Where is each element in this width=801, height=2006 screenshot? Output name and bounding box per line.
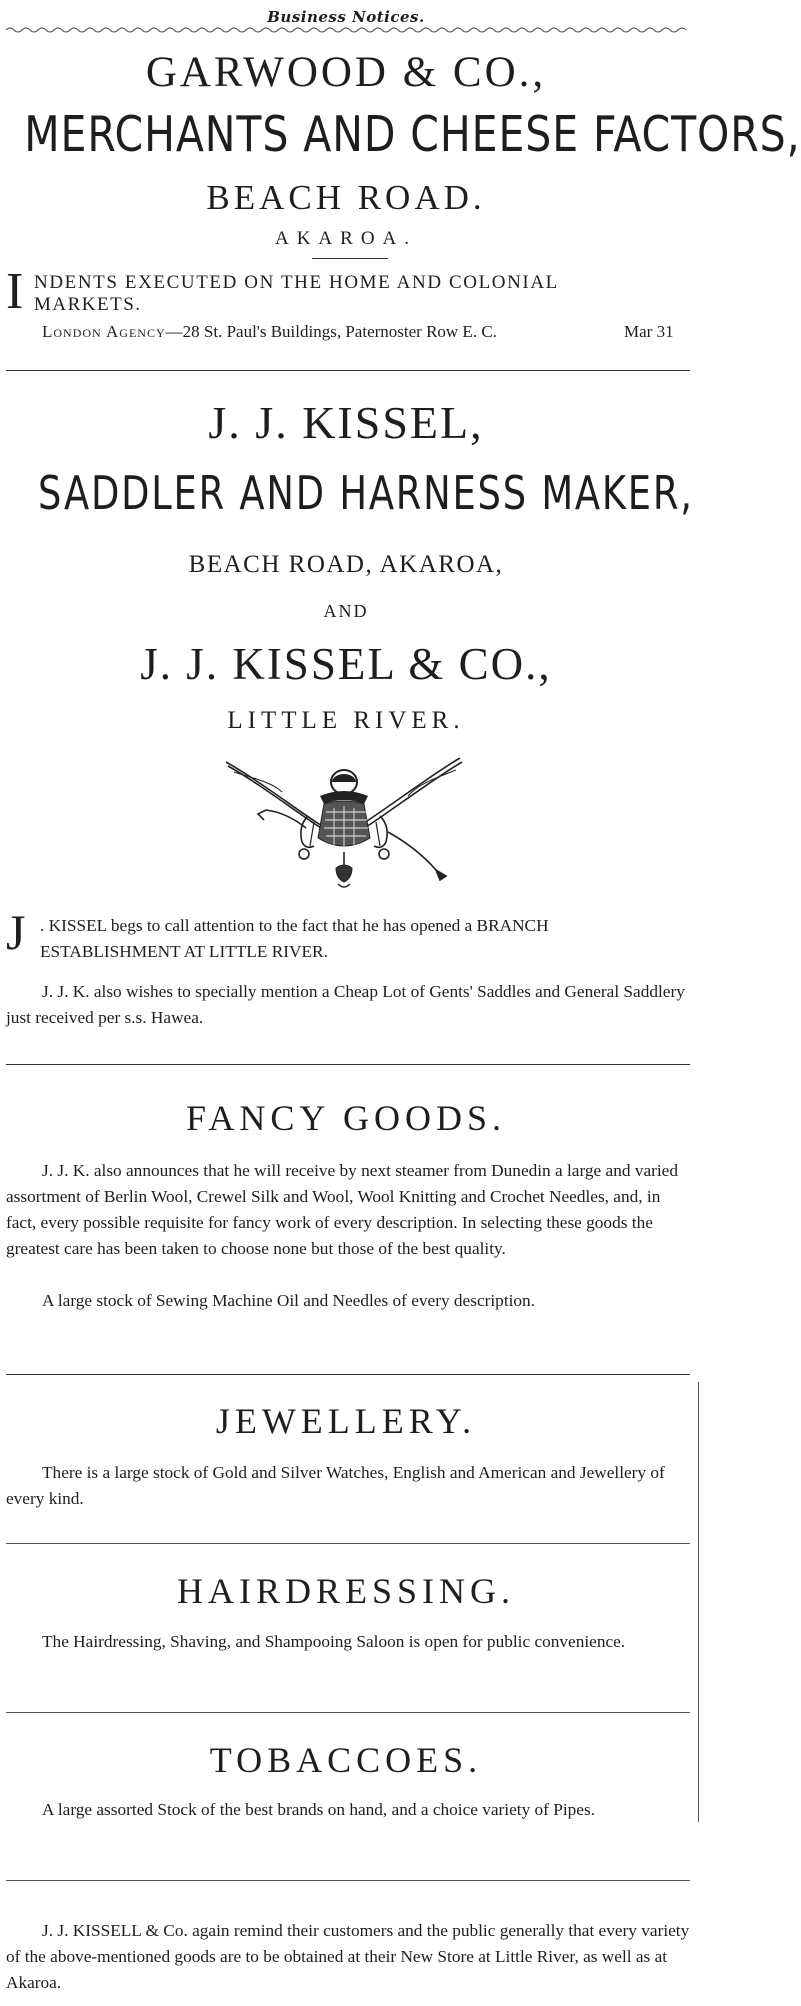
garwood-trade: MERCHANTS AND CHEESE FACTORS, [24, 106, 801, 163]
garwood-date: Mar 31 [624, 322, 674, 341]
hairdressing-title: HAIRDRESSING. [176, 1571, 516, 1611]
short-divider [312, 258, 388, 259]
divider [6, 1543, 690, 1544]
closing-notice: J. J. KISSELL & Co. again remind their customers and the public generally that every variety of the above-mentioned goods are to be obtained at their New Store at Little River, as well as at Akaroa. [6, 1921, 690, 1992]
london-agency [42, 322, 497, 342]
sewing-notice: A large stock of Sewing Machine Oil and Needles of every description. [42, 1291, 536, 1310]
divider [6, 1880, 690, 1881]
column-rule [698, 1382, 699, 1822]
divider [6, 370, 690, 371]
drop-cap-j: J [6, 904, 26, 960]
drop-cap-i: I [6, 263, 24, 320]
tobaccoes-title: TOBACCOES. [209, 1740, 483, 1780]
garwood-street: BEACH ROAD. [206, 178, 486, 217]
hairdressing-text: The Hairdressing, Shaving, and Shampooing Saloon is open for public convenience. [42, 1632, 626, 1651]
kissel-name: J. J. KISSEL, [208, 397, 484, 448]
divider [6, 1712, 690, 1713]
garwood-town: AKAROA. [274, 228, 418, 249]
agency-label: London Agency [42, 322, 166, 341]
and-label: AND [323, 601, 369, 621]
fancy-goods-title: FANCY GOODS. [185, 1098, 507, 1138]
saddles-notice: J. J. K. also wishes to specially mention a Cheap Lot of Gents' Saddles and General Saddlery just received per s.s. Hawea. [6, 982, 685, 1027]
branch-notice: . KISSEL begs to call attention to the fact that he has opened a BRANCH ESTABLISHMENT AT LITTLE RIVER. [40, 916, 549, 961]
section-header: Business Notices. [267, 8, 425, 26]
saddle-emblem-icon [222, 752, 468, 894]
indents-line-2: MARKETS. [34, 294, 142, 315]
wavy-rule [6, 26, 690, 34]
kissel-branch-name: J. J. KISSEL & CO., [140, 639, 552, 689]
tobaccoes-text: A large assorted Stock of the best brands on hand, and a choice variety of Pipes. [42, 1800, 596, 1819]
jewellery-title: JEWELLERY. [215, 1401, 477, 1441]
kissel-trade: SADDLER AND HARNESS MAKER, [38, 466, 694, 520]
fancy-goods-text: J. J. K. also announces that he will receive by next steamer from Dunedin a large and varied assortment of Berlin Wool, Crewel Silk and Wool, Wool Knitting and Crochet Needles, and, in fact, every possible requisite for fancy work of every description. In selecting these goods the greatest care has been taken to choose none but those of the best quality. [6, 1161, 678, 1258]
divider [6, 1374, 690, 1375]
divider [6, 1064, 690, 1065]
kissel-address: BEACH ROAD, AKAROA, [188, 551, 504, 578]
garwood-name: GARWOOD & CO., [145, 49, 547, 96]
kissel-branch-place: LITTLE RIVER. [227, 707, 465, 734]
agency-address: —28 St. Paul's Buildings, Paternoster Row E. C. [165, 322, 497, 341]
indents-line-1: NDENTS EXECUTED ON THE HOME AND COLONIAL [34, 272, 559, 293]
jewellery-text: There is a large stock of Gold and Silver Watches, English and American and Jewellery of every kind. [6, 1463, 665, 1508]
